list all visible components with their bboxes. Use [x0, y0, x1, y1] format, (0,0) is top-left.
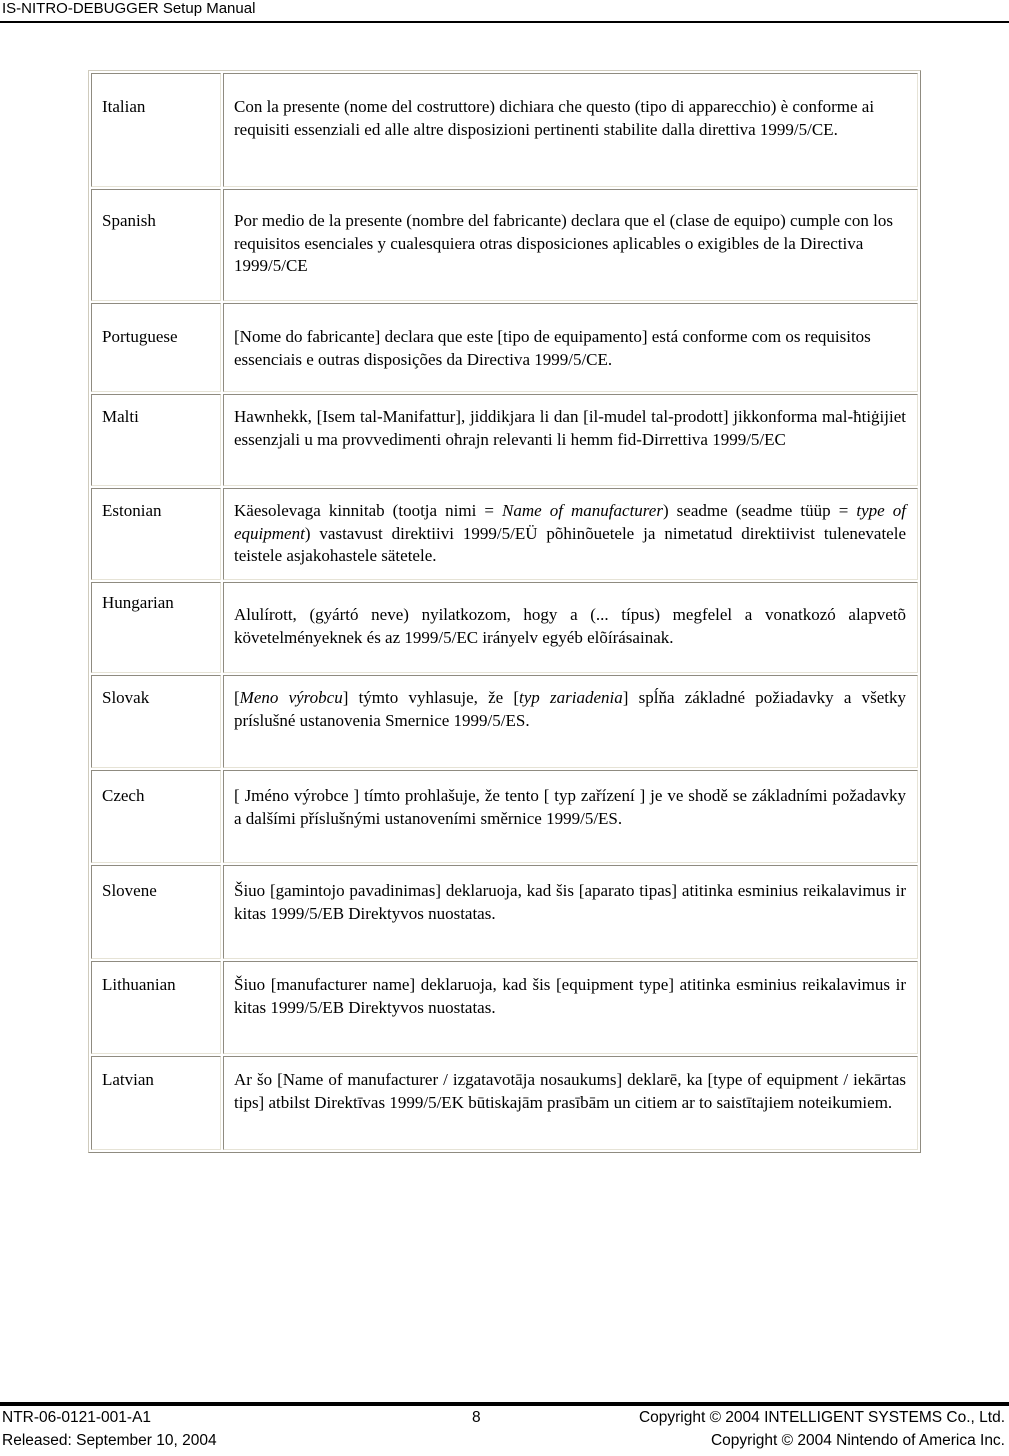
- declaration-cell: [223, 865, 918, 959]
- language-label: Estonian: [102, 501, 162, 520]
- language-label: Lithuanian: [102, 975, 176, 994]
- declaration-cell: [223, 675, 918, 768]
- copyright-intelligent-systems: Copyright © 2004 INTELLIGENT SYSTEMS Co., Ltd.: [638, 1409, 1005, 1426]
- declaration-text: Alulírott, (gyártó neve) nyilatkozom, hogy a (... típus) megfelel a vonatkozó alapvetõ követelményeknek és az 1999/5/EC irányelv egyéb elõírásainak.: [234, 605, 906, 647]
- footer-row: [0, 1406, 1009, 1429]
- declaration-cell: [223, 73, 918, 187]
- footer-row: [0, 1429, 1009, 1452]
- language-cell: [91, 865, 221, 959]
- table-row: [91, 1056, 918, 1150]
- placeholder-text: Name of manufacturer: [502, 501, 663, 520]
- declaration-text: ] spĺňa základné požiadavky a všetky príslušné ustanovenia Smernice 1999/5/ES.: [234, 688, 906, 730]
- declaration-text: Šiuo [gamintojo pavadinimas] deklaruoja, kad šis [aparato tipas] atitinka esminius reikalavimus ir kitas 1999/5/EB Direktyvos nuostatas.: [234, 881, 906, 923]
- declaration-text: Šiuo [manufacturer name] deklaruoja, kad šis [equipment type] atitinka esminius reikalavimus ir kitas 1999/5/EB Direktyvos nuostatas.: [234, 975, 906, 1017]
- table-row: [91, 961, 918, 1054]
- declaration-text: ] týmto vyhlasuje, že [: [342, 688, 520, 707]
- language-label: Slovene: [102, 881, 157, 900]
- page-header: [0, 0, 1009, 23]
- language-cell: [91, 675, 221, 768]
- declaration-cell: [223, 394, 918, 486]
- declaration-cell: [223, 189, 918, 301]
- declaration-text: [ Jméno výrobce ] tímto prohlašuje, že tento [ typ zařízení ] je ve shodě se základními požadavky a dalšími příslušnými ustanoveními směrnice 1999/5/ES.: [234, 786, 906, 828]
- placeholder-text: Meno výrobcu: [239, 688, 343, 707]
- language-cell: [91, 394, 221, 486]
- language-cell: [91, 770, 221, 863]
- copyright-nintendo: Copyright © 2004 Nintendo of America Inc.: [710, 1432, 1005, 1449]
- language-label: Czech: [102, 786, 145, 805]
- page-number: 8: [472, 1409, 481, 1426]
- document-title: IS-NITRO-DEBUGGER Setup Manual: [2, 0, 256, 17]
- language-label: Slovak: [102, 688, 150, 707]
- declaration-table: [88, 70, 921, 1153]
- placeholder-text: typ zariadenia: [519, 688, 623, 707]
- table-row: [91, 770, 918, 863]
- language-cell: [91, 189, 221, 301]
- declaration-cell: [223, 303, 918, 392]
- language-label: Malti: [102, 407, 139, 426]
- declaration-cell: [223, 488, 918, 580]
- language-label: Portuguese: [102, 327, 178, 346]
- declaration-text: ) vastavust direktiivi 1999/5/EÜ põhinõuetele ja nimetatud direktiivist tulenevatele teistele asjakohastele sätetele.: [234, 523, 906, 565]
- table-row: [91, 582, 918, 673]
- declaration-cell: [223, 582, 918, 673]
- page-footer: [0, 1402, 1009, 1452]
- declaration-text: ) seadme (seadme tüüp =: [662, 501, 857, 520]
- language-label: Latvian: [102, 1070, 154, 1089]
- language-cell: [91, 1056, 221, 1150]
- declaration-text: [: [234, 688, 240, 707]
- language-label: Italian: [102, 97, 146, 116]
- language-cell: [91, 582, 221, 673]
- table-row: [91, 675, 918, 768]
- declaration-text: Por medio de la presente (nombre del fabricante) declara que el (clase de equipo) cumple con los requisitos esenciales y cualesquiera otras disposiciones aplicables o exigibles de la Directiva 1999/5/CE: [234, 211, 893, 275]
- table-row: [91, 488, 918, 580]
- declaration-cell: [223, 770, 918, 863]
- declaration-text: Hawnhekk, [Isem tal-Manifattur], jiddikjara li dan [il-mudel tal-prodott] jikkonforma mal-ħtiġijiet essenzjali u ma provvedimenti oħrajn relevanti li hemm fid-Dirrettiva 1999/5/EC: [234, 407, 906, 449]
- declaration-cell: [223, 1056, 918, 1150]
- declaration-text: Ar šo [Name of manufacturer / izgatavotāja nosaukums] deklarē, ka [type of equipment / iekārtas tips] atbilst Direktīvas 1999/5/EK būtiskajām prasībām un citiem ar to saistītajiem noteikumiem.: [234, 1070, 906, 1112]
- document-number: NTR-06-0121-001-A1: [2, 1409, 152, 1426]
- declaration-cell: [223, 961, 918, 1054]
- table-row: [91, 394, 918, 486]
- placeholder-text: type of equipment: [234, 501, 906, 543]
- language-cell: [91, 73, 221, 187]
- declaration-text: Con la presente (nome del costruttore) dichiara che questo (tipo di apparecchio) è conforme ai requisiti essenziali ed alle altre disposizioni pertinenti stabilite dalla direttiva 1999/5/CE.: [234, 97, 875, 139]
- table-row: [91, 73, 918, 187]
- language-cell: [91, 303, 221, 392]
- table-row: [91, 303, 918, 392]
- declaration-text: Käesolevaga kinnitab (tootja nimi =: [234, 501, 503, 520]
- language-cell: [91, 488, 221, 580]
- language-label: Hungarian: [102, 593, 174, 612]
- table-row: [91, 865, 918, 959]
- table-row: [91, 189, 918, 301]
- release-date: Released: September 10, 2004: [2, 1432, 217, 1449]
- declaration-text: [Nome do fabricante] declara que este [tipo de equipamento] está conforme com os requisitos essenciais e outras disposições da Directiva 1999/5/CE.: [234, 327, 871, 369]
- language-cell: [91, 961, 221, 1054]
- language-label: Spanish: [102, 211, 156, 230]
